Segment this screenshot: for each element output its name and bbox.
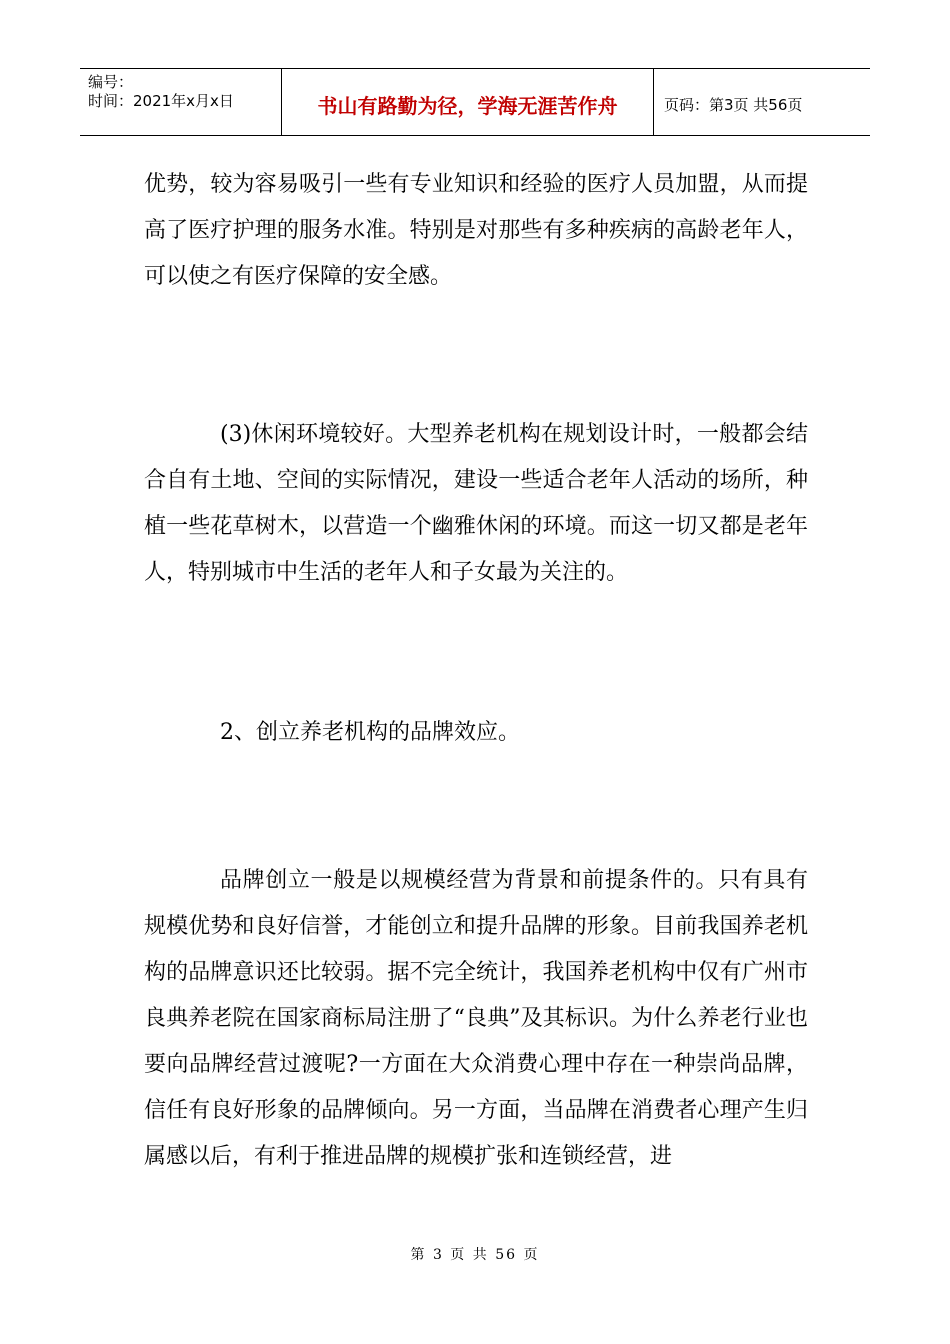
page-header xyxy=(80,68,870,136)
paragraph-brand-building: 品牌创立一般是以规模经营为背景和前提条件的。只有具有规模优势和良好信誉，才能创立和提升品牌的形象。目前我国养老机构的品牌意识还比较弱。据不完全统计，我国养老机构中仅有广州市良典养老院在国家商标局注册了“良典”及其标识。为什么养老行业也要向品牌经营过渡呢?一方面在大众消费心理中存在一种崇尚品牌，信任有良好形象的品牌倾向。另一方面，当品牌在消费者心理产生归属感以后，有利于推进品牌的规模扩张和连锁经营，进 xyxy=(144,868,808,1169)
document-date-label: 时间：2021年x月x日 xyxy=(88,92,234,110)
header-page-info: 页码：第3页 共56页 xyxy=(664,95,803,114)
header-page-cell xyxy=(654,69,870,135)
document-number-label: 编号： xyxy=(88,73,134,91)
paragraph-leisure-environment: (3)休闲环境较好。大型养老机构在规划设计时，一般都会结合自有土地、空间的实际情况，建设一些适合老年人活动的场所，种植一些花草树木，以营造一个幽雅休闲的环境。而这一切又都是老年人，特别城市中生活的老年人和子女最为关注的。 xyxy=(144,422,808,585)
header-meta-cell xyxy=(80,69,282,135)
header-slogan-cell xyxy=(282,69,654,135)
section-heading-brand-effect: 2、创立养老机构的品牌效应。 xyxy=(220,720,520,745)
page-footer: 第 3 页 共 56 页 xyxy=(410,1247,540,1263)
header-slogan: 书山有路勤为径，学海无涯苦作舟 xyxy=(317,93,618,118)
paragraph-medical-advantage: 优势，较为容易吸引一些有专业知识和经验的医疗人员加盟，从而提高了医疗护理的服务水准。特别是对那些有多种疾病的高龄老年人，可以使之有医疗保障的安全感。 xyxy=(144,172,808,289)
